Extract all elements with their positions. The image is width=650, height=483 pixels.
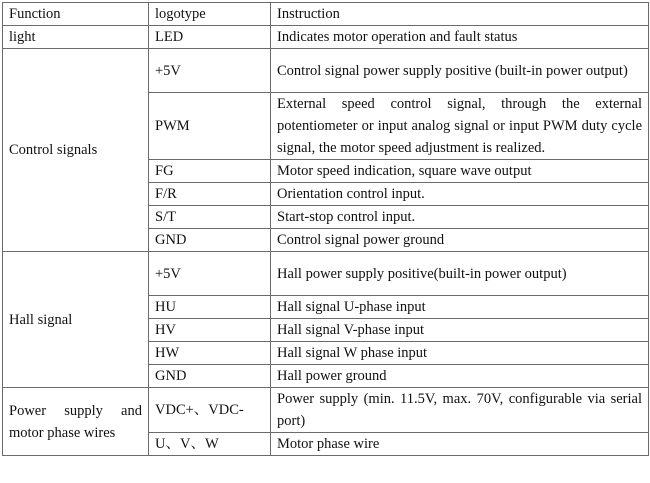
instruction-cell: Control signal power ground [271,229,649,252]
instruction-cell: Start-stop control input. [271,206,649,229]
logotype-cell: GND [149,229,271,252]
instruction-cell: Hall power ground [271,365,649,388]
header-logotype: logotype [149,3,271,26]
logotype-cell: HU [149,296,271,319]
header-function: Function [3,3,149,26]
function-cell: Control signals [3,49,149,252]
logotype-cell: S/T [149,206,271,229]
instruction-cell: Power supply (min. 11.5V, max. 70V, configurable via serial port) [271,388,649,433]
logotype-cell: HW [149,342,271,365]
function-cell: Power supply and motor phase wires [3,388,149,456]
logotype-cell: +5V [149,252,271,296]
logotype-cell: HV [149,319,271,342]
table-row [3,252,649,296]
logotype-cell: GND [149,365,271,388]
logotype-cell: VDC+、VDC- [149,388,271,433]
logotype-cell: +5V [149,49,271,93]
instruction-cell: Hall signal W phase input [271,342,649,365]
header-instruction: Instruction [271,3,649,26]
table-header-row [3,3,649,26]
instruction-cell: Control signal power supply positive (built-in power output) [271,49,649,93]
logotype-cell: LED [149,26,271,49]
signal-function-table [2,2,649,456]
instruction-cell: External speed control signal, through the external potentiometer or input analog signal or input PWM duty cycle signal, the motor speed adjustment is realized. [271,93,649,160]
instruction-cell: Orientation control input. [271,183,649,206]
table-row [3,26,649,49]
instruction-cell: Hall signal V-phase input [271,319,649,342]
function-cell: light [3,26,149,49]
instruction-cell: Motor speed indication, square wave output [271,160,649,183]
instruction-cell: Motor phase wire [271,433,649,456]
table-row [3,49,649,93]
logotype-cell: FG [149,160,271,183]
function-cell: Hall signal [3,252,149,388]
table-row [3,388,649,433]
instruction-cell: Hall signal U-phase input [271,296,649,319]
instruction-cell: Indicates motor operation and fault status [271,26,649,49]
logotype-cell: F/R [149,183,271,206]
logotype-cell: U、V、W [149,433,271,456]
logotype-cell: PWM [149,93,271,160]
instruction-cell: Hall power supply positive(built-in power output) [271,252,649,296]
